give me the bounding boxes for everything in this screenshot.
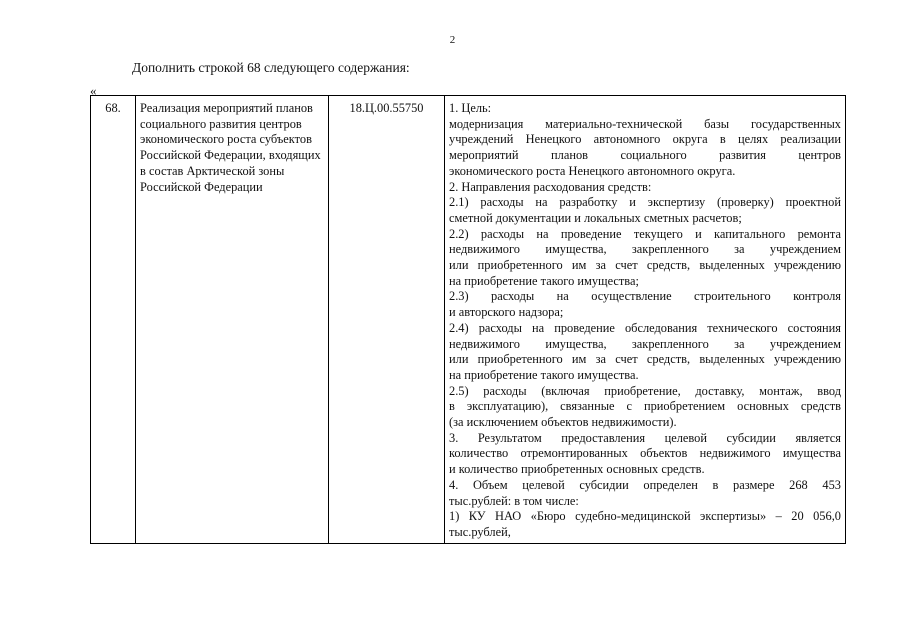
text-line: мероприятий планов социального развития центров xyxy=(449,148,841,163)
text-line: на приобретение такого имущества. xyxy=(449,367,639,382)
text-line: в эксплуатацию), связанные с приобретением основных средств xyxy=(449,399,841,414)
text-line: 2.1) расходы на разработку и экспертизу (проверку) проектной xyxy=(449,195,841,210)
row-description xyxy=(445,96,846,544)
text-line: 2.5) расходы (включая приобретение, доставку, монтаж, ввод xyxy=(449,383,841,398)
page-number: 2 xyxy=(449,34,456,46)
text-line: (за исключением объектов недвижимости). xyxy=(449,415,677,430)
text-line: 2.2) расходы на проведение текущего и капитального ремонта xyxy=(449,226,841,241)
goal-label: 1. Цель: xyxy=(449,101,492,115)
text-line: сметной документации и локальных сметных расчетов; xyxy=(449,210,742,225)
amendment-table xyxy=(90,95,846,544)
table-row xyxy=(91,96,846,544)
text-line: или приобретенного им за счет средств, выделенных учреждению xyxy=(449,352,841,367)
directions-label: 2. Направления расходования средств: xyxy=(449,179,652,194)
text-line: тыс.рублей, xyxy=(449,524,511,539)
text-line: количество отремонтированных объектов недвижимого имущества xyxy=(449,446,841,461)
text-line: недвижимого имущества, закрепленного за учреждением xyxy=(449,242,841,257)
row-number: 68. xyxy=(91,96,136,544)
text-line: 1) КУ НАО «Бюро судебно-медицинской экспертизы» – 20 056,0 xyxy=(449,509,841,524)
text-line: и количество приобретенных основных средств. xyxy=(449,462,705,477)
text-line: и авторского надзора; xyxy=(449,305,564,320)
text-line: 3. Результатом предоставления целевой субсидии является xyxy=(449,430,841,445)
text-line: 2.3) расходы на осуществление строительного контроля xyxy=(449,289,841,304)
row-code: 18.Ц.00.55750 xyxy=(329,96,445,544)
text-line: недвижимого имущества, закрепленного за учреждением xyxy=(449,336,841,351)
text-line: модернизация материально-технической базы государственных xyxy=(449,116,841,131)
row-name: Реализация мероприятий планов социального развития центров экономического роста субъектов Российской Федерации, входящих в состав Арктической зоны Российской Федерации xyxy=(136,96,329,544)
text-line: на приобретение такого имущества; xyxy=(449,273,639,288)
opening-quote: « xyxy=(90,83,97,98)
text-line: 4. Объем целевой субсидии определен в размере 268 453 xyxy=(449,477,841,492)
text-line: экономического роста Ненецкого автономного округа. xyxy=(449,163,736,178)
text-line: учреждений Ненецкого автономного округа в целях реализации xyxy=(449,132,841,147)
text-line: тыс.рублей: в том числе: xyxy=(449,493,579,508)
intro-text: Дополнить строкой 68 следующего содержания: xyxy=(132,60,410,75)
text-line: или приобретенного им за счет средств, выделенных учреждению xyxy=(449,258,841,273)
text-line: 2.4) расходы на проведение обследования технического состояния xyxy=(449,320,841,335)
